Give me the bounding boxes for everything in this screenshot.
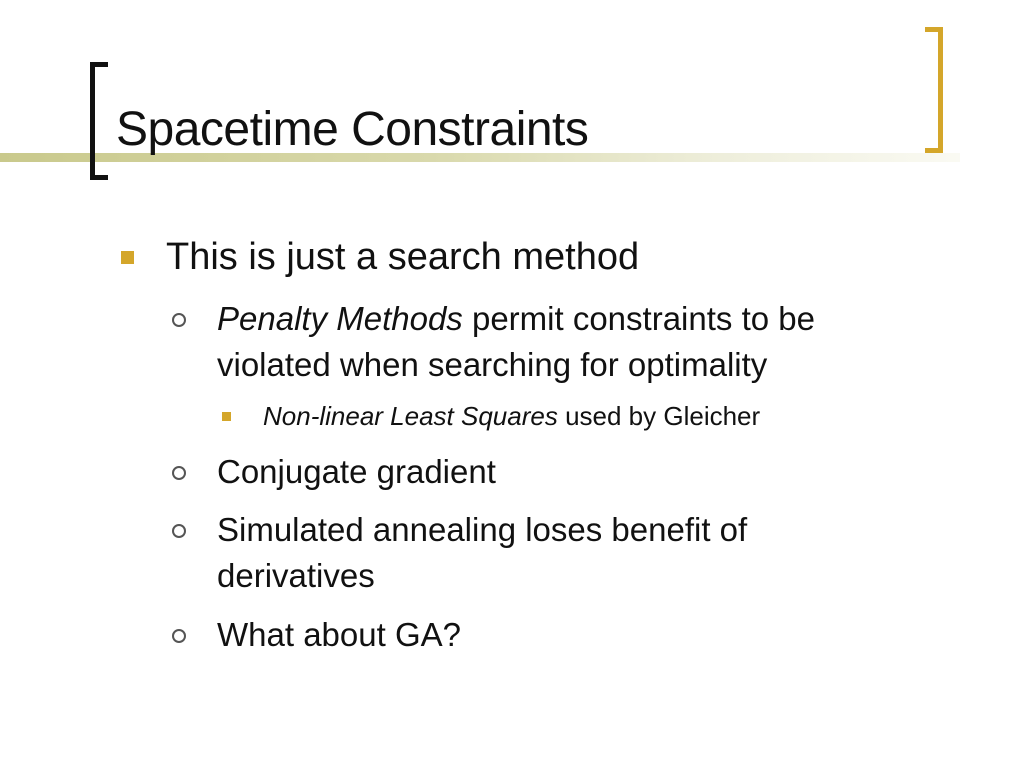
sub-bullet-continuation: violated when searching for optimality <box>217 346 768 383</box>
circle-bullet-icon <box>172 466 186 480</box>
square-bullet-icon <box>121 251 134 264</box>
sub-sub-bullet-text: used by Gleicher <box>557 401 761 431</box>
sub-bullet-item: What about GA? <box>217 616 461 653</box>
sub-sub-bullet-item <box>263 399 760 433</box>
slide-title: Spacetime Constraints <box>116 103 589 156</box>
right-bracket-icon <box>925 27 943 153</box>
emphasis-text: Non-linear Least Squares <box>263 401 558 431</box>
sub-bullet-text: permit constraints to be <box>462 300 815 337</box>
square-bullet-icon <box>222 412 231 421</box>
left-bracket-icon <box>90 62 108 180</box>
emphasis-text: Penalty Methods <box>217 300 463 337</box>
circle-bullet-icon <box>172 313 186 327</box>
sub-bullet-item: Conjugate gradient <box>217 453 496 490</box>
circle-bullet-icon <box>172 524 186 538</box>
circle-bullet-icon <box>172 629 186 643</box>
sub-bullet-item <box>217 297 815 341</box>
sub-bullet-item: Simulated annealing loses benefit of <box>217 511 748 548</box>
sub-bullet-continuation: derivatives <box>217 557 375 594</box>
bullet-item: This is just a search method <box>166 236 640 278</box>
